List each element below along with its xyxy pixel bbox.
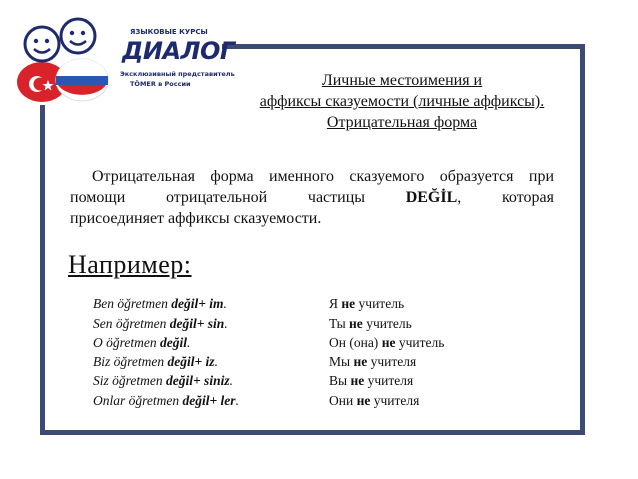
turkish-example: O öğretmen değil. [93, 335, 191, 350]
paragraph-word: которая [501, 189, 554, 206]
dialog-logo [12, 6, 235, 104]
russian-translation: Он (она) не учитель [329, 335, 445, 350]
title-line-3: Отрицательная форма [326, 114, 478, 131]
title-line-1: Личные местоимения и [321, 72, 483, 89]
turkish-example: Biz öğretmen değil+ iz. [93, 354, 218, 369]
russian-translation: Вы не учителя [329, 373, 414, 388]
paragraph-line-1: Отрицательная форма именного сказуемого образуется при [92, 168, 554, 185]
logo-brand-name: ДИАЛОГ [122, 37, 235, 65]
turkish-example: Siz öğretmen değil+ siniz. [93, 373, 233, 388]
turkish-example: Sen öğretmen değil+ sin. [93, 316, 228, 331]
russian-translation: Они не учителя [329, 393, 420, 408]
explanation-paragraph [70, 166, 554, 229]
slide-title [228, 70, 576, 133]
paragraph-line-2 [70, 187, 554, 208]
paragraph-word: частицы [307, 189, 366, 206]
logo-tomer-label: TÖMER в России [130, 80, 191, 88]
logo-courses-label: ЯЗЫКОВЫЕ КУРСЫ [130, 28, 208, 36]
particle-degil: DEĞİL [405, 189, 458, 206]
title-line-2: аффиксы сказуемости (личные аффиксы). [259, 93, 545, 110]
russian-translation: Ты не учитель [329, 316, 412, 331]
paragraph-line-3: присоединяет аффиксы сказуемости. [70, 210, 322, 227]
examples-heading: Например: [68, 250, 192, 279]
particle-degil-group [406, 187, 462, 208]
paragraph-word: отрицательной [165, 189, 268, 206]
paragraph-comma: , [457, 189, 462, 206]
logo-representative-label: Эксклюзивный представитель [120, 70, 235, 78]
russian-translation: Мы не учителя [329, 354, 417, 369]
russian-translation: Я не учитель [329, 296, 405, 311]
turkish-example: Onlar öğretmen değil+ ler. [93, 393, 239, 408]
logo-faces-icon [12, 6, 112, 104]
turkish-example: Ben öğretmen değil+ im. [93, 296, 227, 311]
paragraph-word: помощи [70, 189, 126, 206]
